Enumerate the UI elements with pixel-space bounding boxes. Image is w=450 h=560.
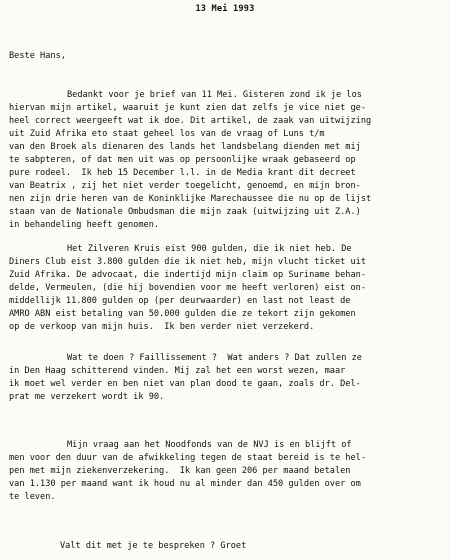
text-line: in behandeling heeft genomen. — [9, 220, 160, 230]
text-line: Het Zilveren Kruis eist 900 gulden, die ik niet heb. De — [67, 244, 352, 254]
text-line: middellijk 11.800 gulden op (per deurwaarder) en last not least de — [9, 296, 351, 306]
text-line: heel correct weergeeft wat ik doe. Dit artikel, de zaak van uitwijzing — [9, 116, 372, 126]
text-line: men voor den duur van de afwikkeling tegen de staat bereid is te hel- — [9, 453, 366, 463]
text-line: prat me verzekert wordt ik 90. — [9, 392, 165, 402]
text-line: pen met mijn ziekenverzekering. Ik kan geen 206 per maand betalen — [9, 466, 351, 476]
text-line: Zuid Afrika. De advocaat, die indertijd mijn claim op Suriname behan- — [9, 270, 366, 280]
text-line: Mijn vraag aan het Noodfonds van de NVJ is en blijft of — [67, 440, 352, 450]
paragraph-2 — [9, 243, 445, 334]
text-line: ik moet wel verder en ben niet van plan dood te gaan, zoals dr. Del- — [9, 379, 361, 389]
text-line: op de verkoop van mijn huis. Ik ben verder niet verzekerd. — [9, 322, 315, 332]
text-line: uit Zuid Afrika eto staat geheel los van de vraag of Luns t/m — [9, 129, 325, 139]
text-line: te sabpteren, of dat men uit was op persoonlijke wraak gebaseerd op — [9, 155, 356, 165]
letter-date: 13 Mei 1993 — [195, 4, 255, 14]
paragraph-3 — [9, 352, 445, 404]
text-line: delde, Vermeulen, (die hij bovendien voor me heeft verloren) eist on- — [9, 283, 366, 293]
text-line: in Den Haag schitterend vinden. Mij zal het een worst wezen, maar — [9, 366, 346, 376]
text-line: Diners Club eist 3.800 gulden die ik niet heb, mijn vlucht ticket uit — [9, 257, 366, 267]
salutation: Beste Hans, — [9, 51, 66, 61]
text-line: van 1.130 per maand want ik houd nu al minder dan 450 gulden over om — [9, 479, 361, 489]
text-line: van Beatrix , zij het niet verder toegelicht, genoemd, en mijn bron- — [9, 181, 361, 191]
closing-line: Valt dit met je te bespreken ? Groet — [60, 541, 247, 551]
text-line: AMRO ABN eist betaling van 50.000 gulden die ze tekort zijn gekomen — [9, 309, 356, 319]
text-line: pure rodeel. Ik heb 15 December l.l. in de Media krant dit decreet — [9, 168, 356, 178]
paragraph-1 — [9, 89, 445, 232]
text-line: staan van de Nationale Ombudsman die mijn zaak (uitwijzing uit Z.A.) — [9, 207, 361, 217]
text-line: van den Broek als dienaren des lands het landsbelang dienden met mij — [9, 142, 361, 152]
text-line: hiervan mijn artikel, waaruit je kunt zien dat zelfs je vice niet ge- — [9, 103, 366, 113]
paragraph-4 — [9, 439, 445, 504]
text-line: te leven. — [9, 492, 56, 502]
text-line: nen zijn drie heren van de Koninklijke Marechaussee die nu op de lijst — [9, 194, 372, 204]
text-line: Bedankt voor je brief van 11 Mei. Gisteren zond ik je los — [67, 90, 362, 100]
text-line: Wat te doen ? Faillissement ? Wat anders ? Dat zullen ze — [67, 353, 362, 363]
